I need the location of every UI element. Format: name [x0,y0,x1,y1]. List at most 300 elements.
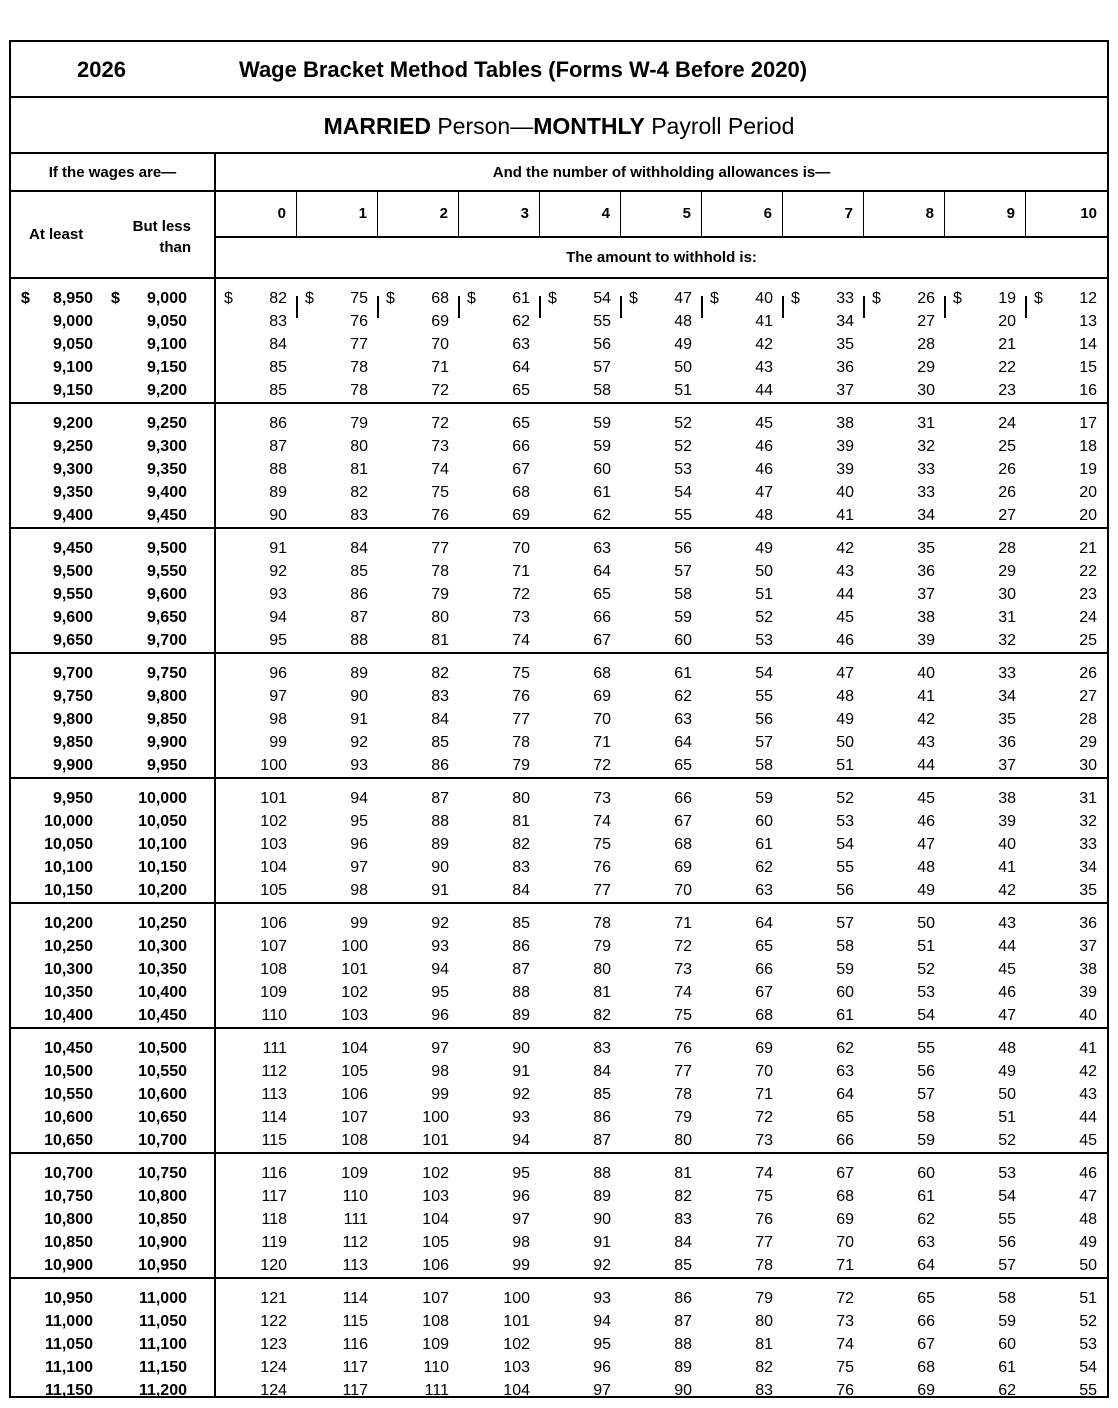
withholding-amount: 64 [755,915,773,932]
withholding-amount: 54 [593,290,611,307]
withholding-amount: 82 [593,1007,611,1024]
wage-at-least: 9,550 [52,586,93,603]
withholding-amount: 74 [593,813,611,830]
withholding-amount: 49 [674,336,692,353]
currency-symbol: $ [629,290,638,307]
withholding-amount: 86 [593,1109,611,1126]
wage-at-least: 10,050 [44,836,93,853]
withholding-amount: 49 [1079,1234,1097,1251]
wage-but-less-than: 10,150 [138,859,187,876]
wage-at-least: 9,450 [52,540,93,557]
withholding-amount: 52 [998,1132,1016,1149]
withholding-amount: 87 [674,1313,692,1330]
wage-but-less-than: 9,850 [146,711,187,728]
withholding-amount: 44 [1079,1109,1097,1126]
withholding-amount: 114 [342,1290,368,1307]
withholding-amount: 56 [917,1063,935,1080]
withholding-amount: 78 [350,382,368,399]
withholding-amount: 57 [593,359,611,376]
withholding-amount: 48 [674,313,692,330]
wage-at-least: 9,050 [52,336,93,353]
withholding-amount: 112 [261,1063,287,1080]
withholding-amount: 93 [512,1109,530,1126]
allowance-col-4: 4 [540,192,621,236]
withholding-amount: 85 [512,915,530,932]
withholding-amount: 108 [341,1132,368,1149]
wage-at-least: 10,950 [44,1290,93,1307]
withholding-amount: 99 [512,1257,530,1274]
withholding-amount: 52 [1079,1313,1097,1330]
row-group [11,404,1107,529]
withholding-amount: 90 [350,688,368,705]
currency-symbol: $ [791,290,800,307]
withholding-amount: 79 [674,1109,692,1126]
withholding-amount: 91 [350,711,368,728]
withholding-amount: 82 [755,1359,773,1376]
withholding-amount: 71 [431,359,449,376]
withholding-amount: 47 [674,290,692,307]
withholding-amount: 55 [836,859,854,876]
withholding-amount: 70 [431,336,449,353]
withholding-amount: 109 [422,1336,449,1353]
withholding-amount: 90 [593,1211,611,1228]
row-group [11,1279,1107,1404]
wage-but-less-than: 9,400 [146,484,187,501]
wage-at-least: 9,400 [52,507,93,524]
withholding-amount: 63 [755,882,773,899]
withholding-amount: 23 [1079,586,1097,603]
withholding-amount: 104 [422,1211,449,1228]
filing-status: MARRIED [323,113,431,139]
withholding-amount: 83 [755,1382,773,1399]
withholding-amount: 46 [917,813,935,830]
withholding-amount: 24 [1079,609,1097,626]
withholding-amount: 39 [917,632,935,649]
withholding-amount: 73 [755,1132,773,1149]
withholding-amount: 81 [512,813,530,830]
wage-but-less-than: 11,150 [138,1359,187,1376]
withholding-amount: 86 [674,1290,692,1307]
table-row [11,356,1107,379]
withholding-amount: 50 [755,563,773,580]
table-row [11,935,1107,958]
withholding-amount: 48 [998,1040,1016,1057]
table-row [11,560,1107,583]
withholding-amount: 71 [512,563,530,580]
withholding-amount: 58 [593,382,611,399]
withholding-amount: 19 [998,290,1016,307]
allowance-col-1: 1 [297,192,378,236]
withholding-amount: 17 [1079,415,1097,432]
withholding-amount: 84 [674,1234,692,1251]
withholding-amount: 75 [674,1007,692,1024]
table-row [11,958,1107,981]
withholding-amount: 95 [431,984,449,1001]
withholding-amount: 98 [269,711,287,728]
wage-at-least: 9,300 [52,461,93,478]
withholding-amount: 66 [674,790,692,807]
withholding-amount: 60 [836,984,854,1001]
withholding-amount: 83 [431,688,449,705]
subtitle-rest: Payroll Period [644,113,795,139]
withholding-amount: 59 [674,609,692,626]
withholding-amount: 91 [431,882,449,899]
withholding-amount: 34 [1079,859,1097,876]
wage-but-less-than: 10,650 [138,1109,187,1126]
table-row [11,1208,1107,1231]
withholding-amount: 27 [1079,688,1097,705]
withholding-amount: 28 [1079,711,1097,728]
withholding-amount: 20 [1079,507,1097,524]
withholding-amount: 59 [917,1132,935,1149]
withholding-amount: 90 [512,1040,530,1057]
withholding-amount: 35 [836,336,854,353]
withholding-amount: 48 [917,859,935,876]
withholding-amount: 59 [593,438,611,455]
table-row [11,1379,1107,1402]
wage-but-less-than: 9,650 [146,609,187,626]
withholding-amount: 43 [998,915,1016,932]
withholding-amount: 107 [422,1290,449,1307]
allowance-col-9: 9 [945,192,1026,236]
row-group [11,779,1107,904]
wage-at-least: 9,650 [52,632,93,649]
withholding-amount: 37 [917,586,935,603]
withholding-amount: 34 [836,313,854,330]
withholding-amount: 79 [593,938,611,955]
withholding-amount: 41 [1079,1040,1097,1057]
withholding-amount: 54 [836,836,854,853]
withholding-amount: 48 [755,507,773,524]
withholding-amount: 92 [512,1086,530,1103]
withholding-amount: 82 [431,665,449,682]
withholding-amount: 94 [431,961,449,978]
withholding-amount: 22 [1079,563,1097,580]
currency-symbol: $ [21,290,30,307]
withholding-amount: 71 [674,915,692,932]
withholding-amount: 100 [341,938,368,955]
withholding-amount: 27 [917,313,935,330]
withholding-amount: 111 [343,1211,368,1228]
withholding-amount: 59 [998,1313,1016,1330]
withholding-amount: 104 [503,1382,530,1399]
wage-at-least: 9,000 [52,313,93,330]
withholding-amount: 47 [836,665,854,682]
withholding-amount: 78 [593,915,611,932]
withholding-amount: 42 [1079,1063,1097,1080]
withholding-amount: 66 [755,961,773,978]
withholding-amount: 77 [350,336,368,353]
withholding-amount: 70 [836,1234,854,1251]
wage-at-least: 11,150 [44,1382,93,1399]
withholding-amount: 82 [350,484,368,501]
withholding-amount: 57 [674,563,692,580]
withholding-amount: 70 [512,540,530,557]
withholding-amount: 89 [431,836,449,853]
withholding-amount: 89 [350,665,368,682]
withholding-amount: 81 [431,632,449,649]
withholding-amount: 103 [422,1188,449,1205]
withholding-amount: 93 [431,938,449,955]
withholding-amount: 53 [917,984,935,1001]
withholding-amount: 30 [917,382,935,399]
withholding-amount: 37 [998,757,1016,774]
withholding-amount: 58 [998,1290,1016,1307]
wage-but-less-than: 10,350 [138,961,187,978]
withholding-amount: 104 [260,859,287,876]
withholding-amount: 93 [269,586,287,603]
withholding-amount: 71 [593,734,611,751]
table-row [11,1356,1107,1379]
withholding-amount: 67 [755,984,773,1001]
withholding-amount: 21 [998,336,1016,353]
wage-at-least: 10,300 [44,961,93,978]
withholding-amount: 33 [917,484,935,501]
withholding-amount: 68 [755,1007,773,1024]
withholding-amount: 75 [350,290,368,307]
wage-but-less-than: 9,600 [146,586,187,603]
wage-but-less-than: 10,550 [138,1063,187,1080]
table-row [11,333,1107,356]
withholding-amount: 40 [755,290,773,307]
table-row [11,606,1107,629]
withholding-amount: 99 [269,734,287,751]
withholding-amount: 64 [512,359,530,376]
withholding-amount: 81 [350,461,368,478]
wage-but-less-than: 10,300 [138,938,187,955]
wage-at-least: 10,800 [44,1211,93,1228]
withholding-amount: 88 [593,1165,611,1182]
but-less-line-2: than [159,239,191,256]
withholding-amount: 72 [836,1290,854,1307]
withholding-amount: 62 [512,313,530,330]
wage-at-least: 9,100 [52,359,93,376]
withholding-amount: 76 [512,688,530,705]
withholding-amount: 52 [755,609,773,626]
withholding-amount: 96 [269,665,287,682]
withholding-amount: 104 [341,1040,368,1057]
withholding-amount: 75 [755,1188,773,1205]
withholding-amount: 25 [1079,632,1097,649]
row-group [11,1154,1107,1279]
wage-but-less-than: 9,100 [146,336,187,353]
table-row [11,662,1107,685]
withholding-amount: 99 [431,1086,449,1103]
withholding-amount: 83 [674,1211,692,1228]
wage-at-least: 9,500 [52,563,93,580]
withholding-amount: 94 [350,790,368,807]
withholding-amount: 75 [431,484,449,501]
allowances-header: And the number of withholding allowances is— [216,154,1107,192]
withholding-amount: 118 [261,1211,287,1228]
allowance-col-8: 8 [864,192,945,236]
allowance-col-3: 3 [459,192,540,236]
withholding-amount: 98 [350,882,368,899]
withholding-amount: 44 [836,586,854,603]
table-row [11,1129,1107,1152]
withholding-amount: 83 [350,507,368,524]
withholding-amount: 32 [1079,813,1097,830]
withholding-amount: 61 [755,836,773,853]
withholding-amount: 83 [269,313,287,330]
withholding-amount: 108 [260,961,287,978]
withholding-amount: 107 [260,938,287,955]
withholding-amount: 87 [593,1132,611,1149]
withholding-amount: 77 [431,540,449,557]
withholding-amount: 107 [341,1109,368,1126]
withholding-amount: 58 [836,938,854,955]
withholding-amount: 55 [998,1211,1016,1228]
withholding-amount: 40 [998,836,1016,853]
table-body [11,279,1107,1404]
wage-but-less-than: 9,500 [146,540,187,557]
withholding-amount: 102 [422,1165,449,1182]
table-row [11,435,1107,458]
withholding-amount: 69 [755,1040,773,1057]
withholding-amount: 100 [260,757,287,774]
table-row [11,856,1107,879]
withholding-amount: 66 [593,609,611,626]
withholding-amount: 116 [342,1336,368,1353]
withholding-amount: 110 [342,1188,368,1205]
withholding-amount: 72 [755,1109,773,1126]
wage-but-less-than: 9,800 [146,688,187,705]
table-row [11,912,1107,935]
table-row [11,412,1107,435]
withholding-amount: 99 [350,915,368,932]
withholding-amount: 68 [674,836,692,853]
withholding-amount: 62 [917,1211,935,1228]
withholding-amount: 50 [917,915,935,932]
withholding-amount: 52 [674,415,692,432]
withholding-amount: 33 [998,665,1016,682]
withholding-amount: 90 [674,1382,692,1399]
withholding-amount: 100 [422,1109,449,1126]
withholding-amount: 61 [674,665,692,682]
withholding-amount: 85 [593,1086,611,1103]
withholding-amount: 39 [1079,984,1097,1001]
withholding-amount: 57 [755,734,773,751]
withholding-amount: 51 [836,757,854,774]
withholding-amount: 26 [998,484,1016,501]
withholding-amount: 40 [836,484,854,501]
withholding-amount: 21 [1079,540,1097,557]
currency-symbol: $ [111,290,120,307]
wage-at-least: 9,800 [52,711,93,728]
table-row [11,833,1107,856]
table-row [11,1060,1107,1083]
withholding-amount: 35 [917,540,935,557]
currency-symbol: $ [1034,290,1043,307]
withholding-amount: 65 [512,415,530,432]
wage-but-less-than: 10,750 [138,1165,187,1182]
withholding-amount: 49 [998,1063,1016,1080]
withholding-amount: 16 [1079,382,1097,399]
withholding-amount: 105 [260,882,287,899]
withholding-amount: 90 [431,859,449,876]
withholding-amount: 32 [917,438,935,455]
table-row [11,537,1107,560]
withholding-amount: 121 [260,1290,287,1307]
withholding-amount: 89 [269,484,287,501]
withholding-amount: 89 [593,1188,611,1205]
withholding-amount: 51 [755,586,773,603]
withholding-amount: 74 [674,984,692,1001]
withholding-amount: 86 [350,586,368,603]
withholding-amount: 35 [1079,882,1097,899]
table-row [11,754,1107,777]
withholding-amount: 122 [260,1313,287,1330]
withholding-amount: 106 [422,1257,449,1274]
withholding-amount: 101 [341,961,368,978]
wage-at-least: 10,750 [44,1188,93,1205]
withholding-amount: 56 [998,1234,1016,1251]
withholding-amount: 26 [917,290,935,307]
wage-at-least: 9,600 [52,609,93,626]
withholding-amount: 60 [917,1165,935,1182]
withholding-amount: 97 [269,688,287,705]
payroll-period-heading [11,98,1107,154]
withholding-amount: 89 [512,1007,530,1024]
withholding-amount: 71 [836,1257,854,1274]
withholding-amount: 92 [350,734,368,751]
wage-but-less-than: 10,000 [138,790,187,807]
withholding-amount: 78 [674,1086,692,1103]
withholding-amount: 29 [998,563,1016,580]
withholding-amount: 81 [755,1336,773,1353]
withholding-amount: 69 [593,688,611,705]
withholding-amount: 65 [593,586,611,603]
withholding-amount: 45 [836,609,854,626]
currency-symbol: $ [224,290,233,307]
withholding-amount: 108 [422,1313,449,1330]
table-row [11,629,1107,652]
withholding-amount: 50 [998,1086,1016,1103]
withholding-amount: 88 [269,461,287,478]
withholding-amount: 119 [261,1234,287,1251]
first-row-column-rule [458,296,460,318]
withholding-amount: 74 [512,632,530,649]
withholding-amount: 69 [836,1211,854,1228]
table-row [11,787,1107,810]
wage-at-least: 10,500 [44,1063,93,1080]
withholding-amount: 29 [917,359,935,376]
withholding-amount: 85 [269,382,287,399]
withholding-amount: 114 [261,1109,287,1126]
withholding-amount: 117 [342,1382,368,1399]
withholding-amount: 54 [674,484,692,501]
withholding-amount: 20 [1079,484,1097,501]
withholding-amount: 75 [512,665,530,682]
withholding-amount: 64 [674,734,692,751]
withholding-amount: 63 [674,711,692,728]
withholding-amount: 46 [836,632,854,649]
withholding-amount: 15 [1079,359,1097,376]
table-row [11,708,1107,731]
withholding-amount: 64 [917,1257,935,1274]
withholding-amount: 85 [269,359,287,376]
withholding-amount: 86 [431,757,449,774]
withholding-amount: 33 [836,290,854,307]
withholding-amount: 91 [593,1234,611,1251]
withholding-amount: 83 [593,1040,611,1057]
withholding-amount: 97 [431,1040,449,1057]
withholding-amount: 73 [674,961,692,978]
wage-at-least: 8,950 [52,290,93,307]
withholding-amount: 78 [431,563,449,580]
wage-but-less-than: 9,350 [146,461,187,478]
table-row [11,458,1107,481]
